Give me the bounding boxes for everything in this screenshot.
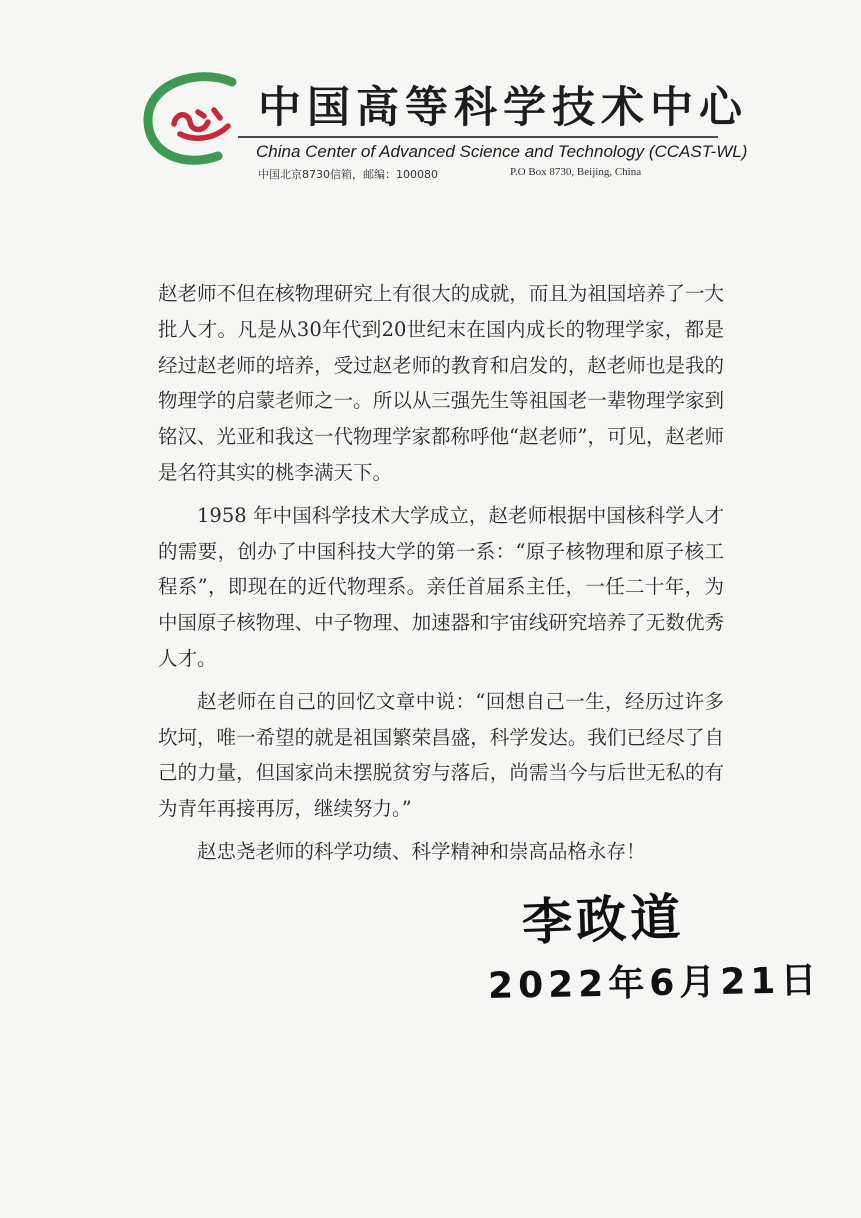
paragraph-1: 赵老师不但在核物理研究上有很大的成就，而且为祖国培养了一大批人才。凡是从30年代到20世纪末在国内成长的物理学家，都是经过赵老师的培养，受过赵老师的教育和启发的，赵老师也是我的物理学的启蒙老师之一。所以从三强先生等祖国老一辈物理学家到铭汉、光亚和我这一代物理学家都称呼他“赵老师”，可见，赵老师是名符其实的桃李满天下。 <box>158 282 724 484</box>
letterhead-divider <box>238 136 718 138</box>
logo-mark <box>174 110 228 138</box>
address-cn: 中国北京8730信箱，邮编：100080 <box>258 168 438 181</box>
paragraph-4: 赵忠尧老师的科学功绩、科学精神和崇高品格永存！ <box>197 839 646 863</box>
handwritten-signature: 李政道 <box>521 888 686 952</box>
org-name-cn: 中国高等科学技术中心 <box>258 83 748 133</box>
ccast-logo <box>140 72 250 168</box>
address-en: P.O Box 8730, Beijing, China <box>510 166 642 178</box>
paragraph-2: 1958 年中国科学技术大学成立，赵老师根据中国核科学人才的需要，创办了中国科技大学的第一系：“原子核物理和原子核工程系”，即现在的近代物理系。亲任首届系主任，一任二十年，为中国原子核物理、中子物理、加速器和宇宙线研究培养了无数优秀人才。 <box>158 503 724 670</box>
signature-date: 2022年6月21日 <box>487 960 822 1007</box>
org-name-en: China Center of Advanced Science and Technology (CCAST-WL) <box>256 142 748 161</box>
letter-body <box>158 276 724 877</box>
paragraph-3: 赵老师在自己的回忆文章中说：“回想自己一生，经历过许多坎坷，唯一希望的就是祖国繁荣昌盛，科学发达。我们已经尽了自己的力量，但国家尚未摆脱贫穷与落后，尚需当今与后世无私的有为青年再接再厉，继续努力。” <box>158 689 724 821</box>
letterhead <box>0 0 861 200</box>
